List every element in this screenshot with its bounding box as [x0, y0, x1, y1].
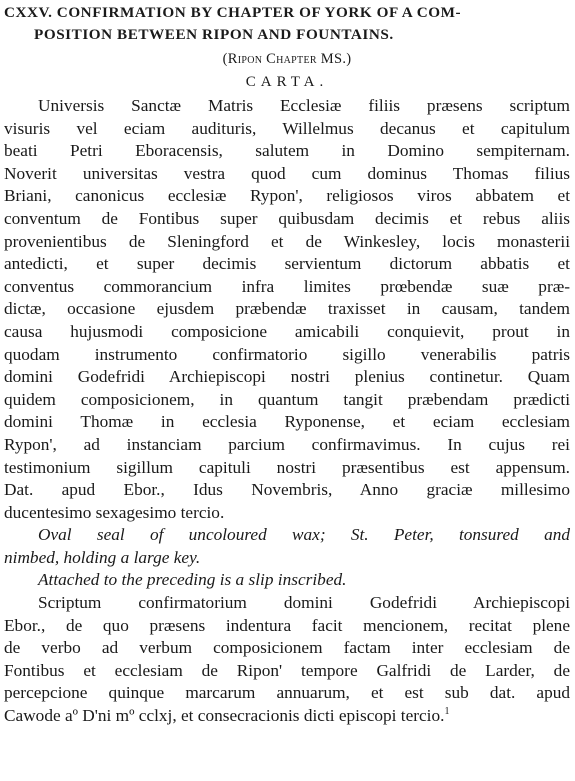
charter-line: visuris vel eciam audituris, Willelmus decanus et capitulum [4, 118, 570, 138]
seal-note-line: Oval seal of uncoloured wax; St. Peter, tonsured and [38, 525, 570, 545]
charter-line: domini Thomæ in ecclesia Ryponense, et eciam ecclesiam [4, 412, 570, 432]
charter-line: conventum de Fontibus super quibusdam decimis et rebus aliis [4, 208, 570, 228]
charter-text [4, 95, 570, 524]
slip-line: Scriptum confirmatorium domini Godefridi Archiepiscopi [38, 593, 570, 613]
document-heading [4, 2, 570, 46]
source-citation: (Ripon Chapter MS.) [222, 51, 352, 67]
slip-note [4, 569, 570, 592]
charter-line: quodam instrumento confirmatorio sigillo venerabilis patris [4, 344, 570, 364]
seal-note-line: nimbed, holding a large key. [4, 547, 201, 567]
charter-line: Universis Sanctæ Matris Ecclesiæ filiis præsens scriptum [38, 96, 570, 115]
charter-line: causa hujusmodi composicione amicabili conquievit, prout in [4, 321, 570, 341]
slip-line: Fontibus et ecclesiam de Ripon' tempore Galfridi de Larder, de [4, 660, 570, 680]
heading-line-1: CXXV. CONFIRMATION BY CHAPTER OF YORK OF A COM- [4, 4, 462, 21]
slip-line-text: Cawode aº D'ni mº cclxj, et consecracionis dicti episcopi tercio. [4, 706, 445, 726]
charter-line: antedicti, et super decimis servientum dictorum abbatis et [4, 254, 570, 274]
charter-line: ducentesimo sexagesimo tercio. [4, 502, 225, 522]
slip-line: Ebor., de quo præsens indentura facit mencionem, recitat plene [4, 615, 570, 635]
footnote-marker: 1 [444, 706, 450, 718]
slip-line: de verbo ad verbum composicionem factam inter ecclesiam de [4, 638, 570, 658]
slip-text [4, 592, 570, 728]
document-page [4, 2, 570, 728]
charter-line: Rypon', ad instanciam parcium confirmavimus. In cujus rei [4, 434, 570, 454]
charter-line: domini Godefridi Archiepiscopi nostri plenius continetur. Quam [4, 367, 570, 387]
carta-title: CARTA. [245, 74, 329, 90]
slip-line: percepcione quinque marcarum annuarum, et est sub dat. apud [4, 683, 570, 703]
slip-line-final [4, 705, 570, 728]
charter-line: provenientibus de Sleningford et de Winkesley, locis monasterii [4, 231, 570, 251]
charter-line: Noverit universitas vestra quod cum dominus Thomas filius [4, 163, 570, 183]
charter-line: Dat. apud Ebor., Idus Novembris, Anno graciæ millesimo [4, 480, 570, 500]
seal-note [4, 524, 570, 569]
charter-line: beati Petri Eboracensis, salutem in Domino sempiternam. [4, 141, 570, 161]
slip-note-line: Attached to the preceding is a slip inscribed. [38, 570, 347, 590]
heading-line-2: POSITION BETWEEN RIPON AND FOUNTAINS. [34, 26, 394, 43]
charter-line: conventus commorancium infra limites prœbendæ suæ præ- [4, 276, 570, 296]
charter-line: testimonium sigillum capituli nostri præsentibus est appensum. [4, 457, 570, 477]
charter-line: dictæ, occasione ejusdem præbendæ traxisset in causam, tandem [4, 299, 570, 319]
charter-line: quidem composicionem, in quantum tangit præbendam prædicti [4, 389, 570, 409]
charter-line: Briani, canonicus ecclesiæ Rypon', religiosos viros abbatem et [4, 186, 570, 206]
